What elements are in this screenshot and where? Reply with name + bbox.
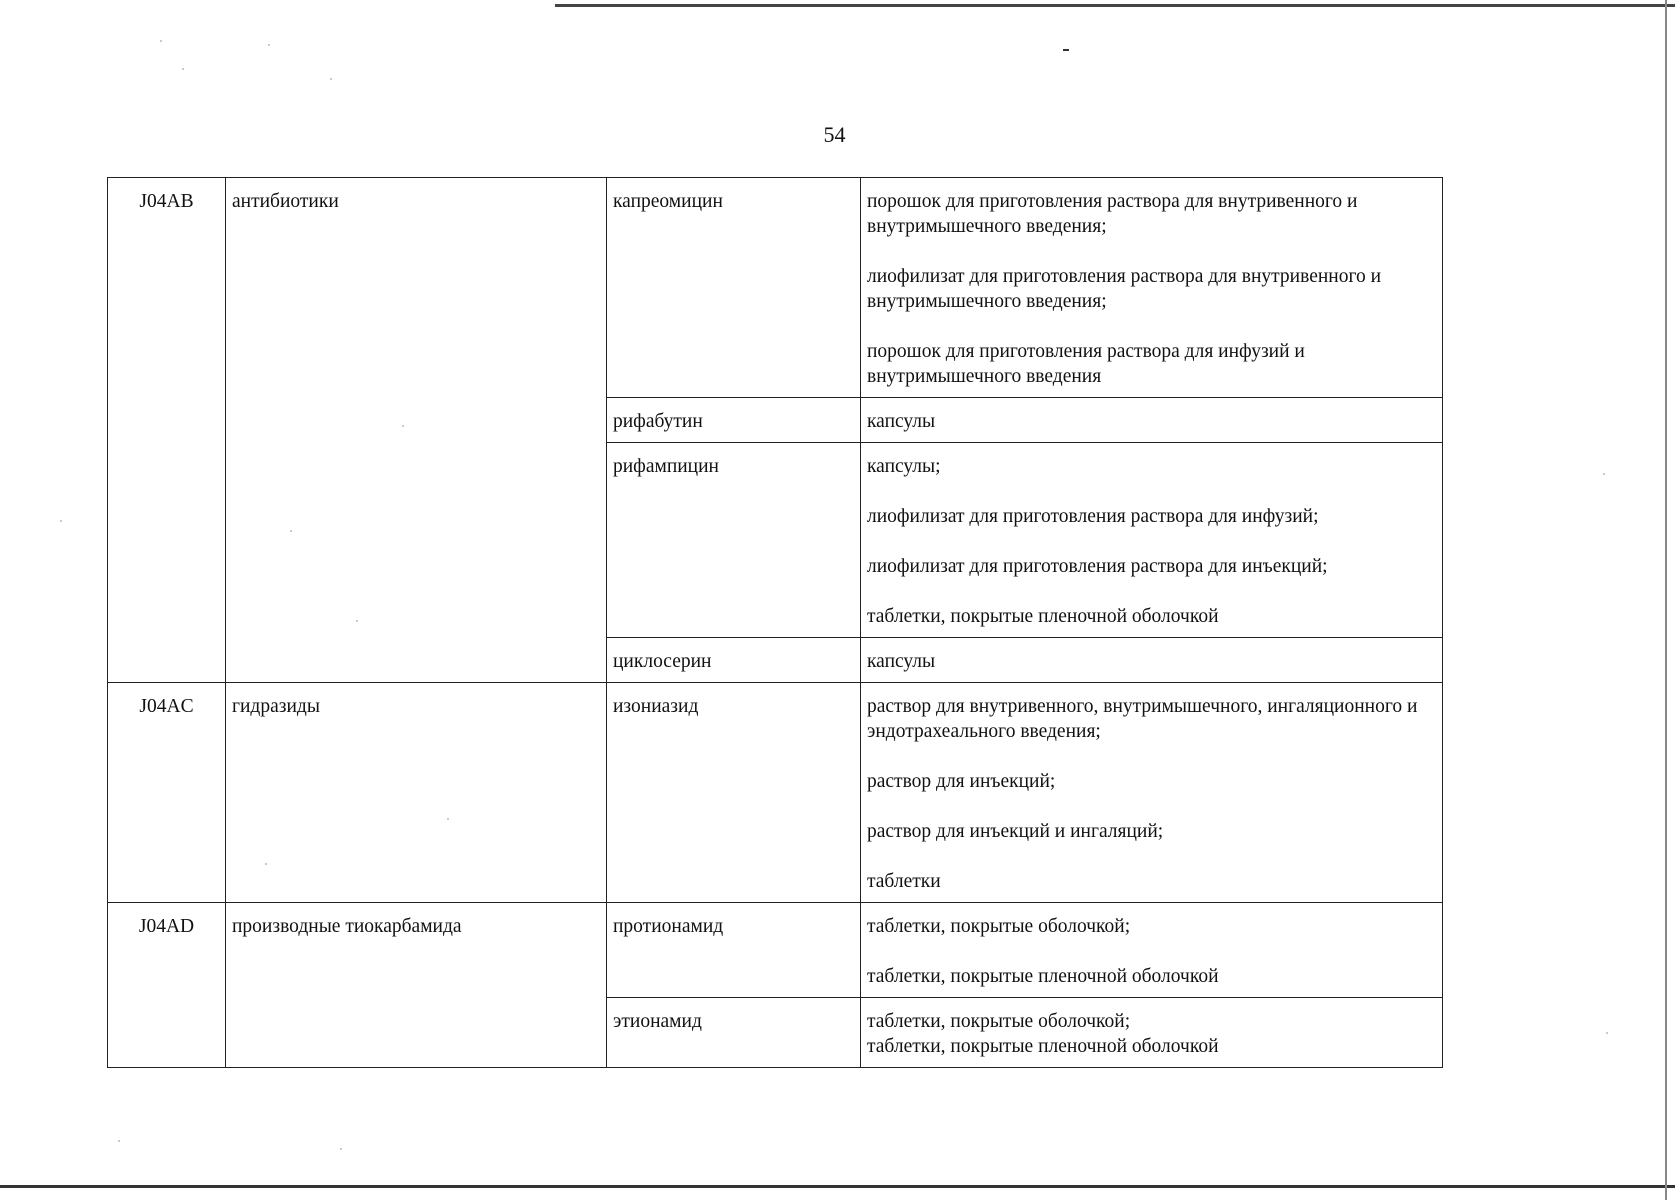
scan-speck xyxy=(118,1140,120,1142)
dosage-form: порошок для приготовления раствора для инфузий и внутримышечного введения xyxy=(867,341,1305,387)
dosage-form: раствор для инъекций и ингаляций; xyxy=(867,821,1164,842)
scan-speck xyxy=(340,1148,342,1150)
scan-border-right xyxy=(1665,0,1667,1200)
scan-speck xyxy=(1606,1032,1608,1034)
dosage-form: раствор для инъекций; xyxy=(867,771,1056,792)
group-cell: гидразиды xyxy=(226,683,607,903)
drug-name-cell: рифабутин xyxy=(607,398,861,443)
scan-speck xyxy=(447,818,449,820)
dosage-form: таблетки xyxy=(867,871,941,892)
table-row xyxy=(108,683,1443,903)
drug-table xyxy=(107,177,1443,1068)
dosage-forms-cell xyxy=(861,903,1443,998)
group-cell: производные тиокарбамида xyxy=(226,903,607,1068)
drug-name-cell: изониазид xyxy=(607,683,861,903)
dosage-form: капсулы xyxy=(867,411,936,432)
scan-border-top xyxy=(555,4,1675,7)
atc-code-cell: J04AB xyxy=(108,178,226,683)
dosage-forms-cell xyxy=(861,683,1443,903)
dosage-form: капсулы; xyxy=(867,456,941,477)
scan-speck xyxy=(330,78,332,80)
dosage-form: раствор для внутривенного, внутримышечного, ингаляционного и эндотрахеального введения; xyxy=(867,696,1418,742)
scan-speck xyxy=(1603,473,1605,475)
dosage-forms-cell xyxy=(861,398,1443,443)
page-number: 54 xyxy=(823,122,846,147)
scan-speck xyxy=(182,68,184,70)
table-row xyxy=(108,178,1443,398)
scan-speck xyxy=(268,44,270,46)
scan-speck xyxy=(265,863,267,865)
scan-speck xyxy=(402,425,404,427)
dosage-form: таблетки, покрытые оболочкой; xyxy=(867,1011,1131,1032)
scan-speck xyxy=(356,620,358,622)
dosage-form: лиофилизат для приготовления раствора для инфузий; xyxy=(867,506,1319,527)
dosage-form: порошок для приготовления раствора для внутривенного и внутримышечного введения; xyxy=(867,191,1358,237)
atc-code-cell: J04AD xyxy=(108,903,226,1068)
drug-name-cell: протионамид xyxy=(607,903,861,998)
scan-speck xyxy=(160,40,162,42)
dosage-form: таблетки, покрытые пленочной оболочкой xyxy=(867,1036,1219,1057)
dosage-forms-cell xyxy=(861,178,1443,398)
dosage-form: таблетки, покрытые пленочной оболочкой xyxy=(867,966,1219,987)
dosage-form: лиофилизат для приготовления раствора для инъекций; xyxy=(867,556,1328,577)
drug-name-cell: капреомицин xyxy=(607,178,861,398)
dosage-form: капсулы xyxy=(867,651,936,672)
dosage-forms-cell xyxy=(861,638,1443,683)
dosage-forms-cell xyxy=(861,998,1443,1068)
scan-mark xyxy=(1063,49,1069,51)
dosage-forms-cell xyxy=(861,443,1443,638)
scan-border-bottom xyxy=(0,1185,1675,1188)
drug-name-cell: рифампицин xyxy=(607,443,861,638)
table-row xyxy=(108,903,1443,998)
dosage-form: лиофилизат для приготовления раствора для внутривенного и внутримышечного введения; xyxy=(867,266,1382,312)
dosage-form: таблетки, покрытые оболочкой; xyxy=(867,916,1131,937)
group-cell: антибиотики xyxy=(226,178,607,683)
drug-name-cell: циклосерин xyxy=(607,638,861,683)
atc-code-cell: J04AC xyxy=(108,683,226,903)
dosage-form: таблетки, покрытые пленочной оболочкой xyxy=(867,606,1219,627)
drug-name-cell: этионамид xyxy=(607,998,861,1068)
scan-speck xyxy=(290,530,292,532)
scan-speck xyxy=(60,520,62,522)
